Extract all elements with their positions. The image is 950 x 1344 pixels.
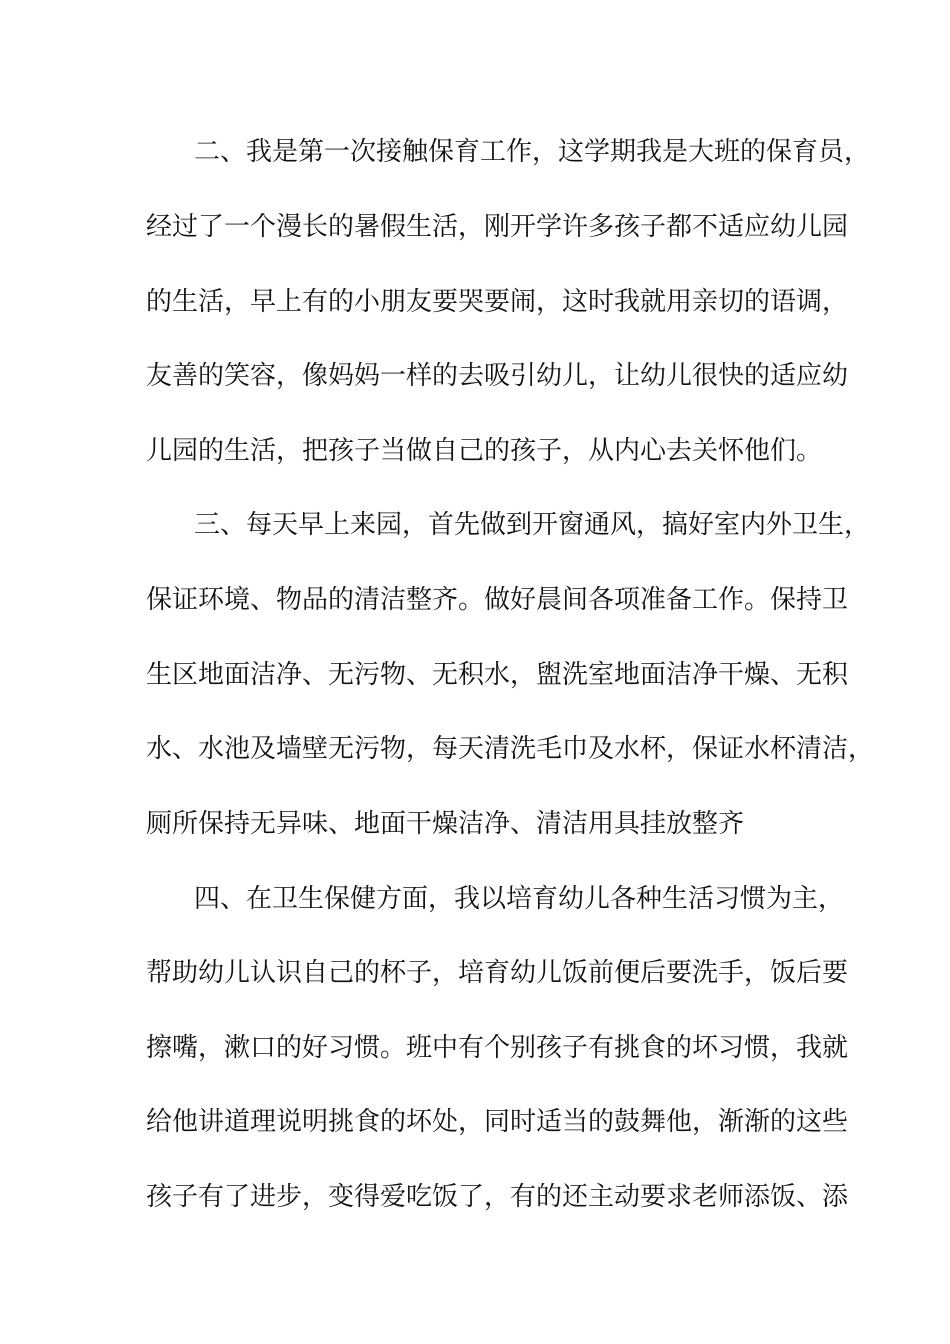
paragraph-3-line-2: 保证环境、物品的清洁整齐。做好晨间各项准备工作。保持卫: [146, 585, 849, 615]
paragraph-2-line-4: 友善的笑容，像妈妈一样的去吸引幼儿，让幼儿很快的适应幼: [146, 361, 849, 391]
paragraph-4-line-5: 孩子有了进步，变得爱吃饭了，有的还主动要求老师添饭、添: [146, 1182, 849, 1212]
paragraph-2-line-2: 经过了一个漫长的暑假生活，刚开学许多孩子都不适应幼儿园: [146, 212, 849, 242]
paragraph-2-line-3: 的生活，早上有的小朋友要哭要闹，这时我就用亲切的语调，: [146, 287, 849, 317]
paragraph-3-line-3: 生区地面洁净、无污物、无积水，盥洗室地面洁净干燥、无积: [146, 660, 849, 690]
paragraph-2-line-5: 儿园的生活，把孩子当做自己的孩子，从内心去关怀他们。: [146, 436, 823, 466]
paragraph-4-line-3: 擦嘴，漱口的好习惯。班中有个别孩子有挑食的坏习惯，我就: [146, 1033, 849, 1063]
paragraph-4-line-2: 帮助幼儿认识自己的杯子，培育幼儿饭前便后要洗手，饭后要: [146, 958, 849, 988]
paragraph-3-line-5: 厕所保持无异味、地面干燥洁净、清洁用具挂放整齐: [146, 809, 745, 839]
paragraph-2-line-1: 二、我是第一次接触保育工作，这学期我是大班的保育员，: [194, 137, 871, 167]
paragraph-3-line-1: 三、每天早上来园，首先做到开窗通风，搞好室内外卫生，: [194, 510, 871, 540]
paragraph-3-line-4: 水、水池及墙壁无污物，每天清洗毛巾及水杯，保证水杯清洁，: [146, 734, 875, 764]
paragraph-4-line-1: 四、在卫生保健方面，我以培育幼儿各种生活习惯为主，: [194, 884, 845, 914]
paragraph-4-line-4: 给他讲道理说明挑食的坏处，同时适当的鼓舞他，渐渐的这些: [146, 1107, 849, 1137]
